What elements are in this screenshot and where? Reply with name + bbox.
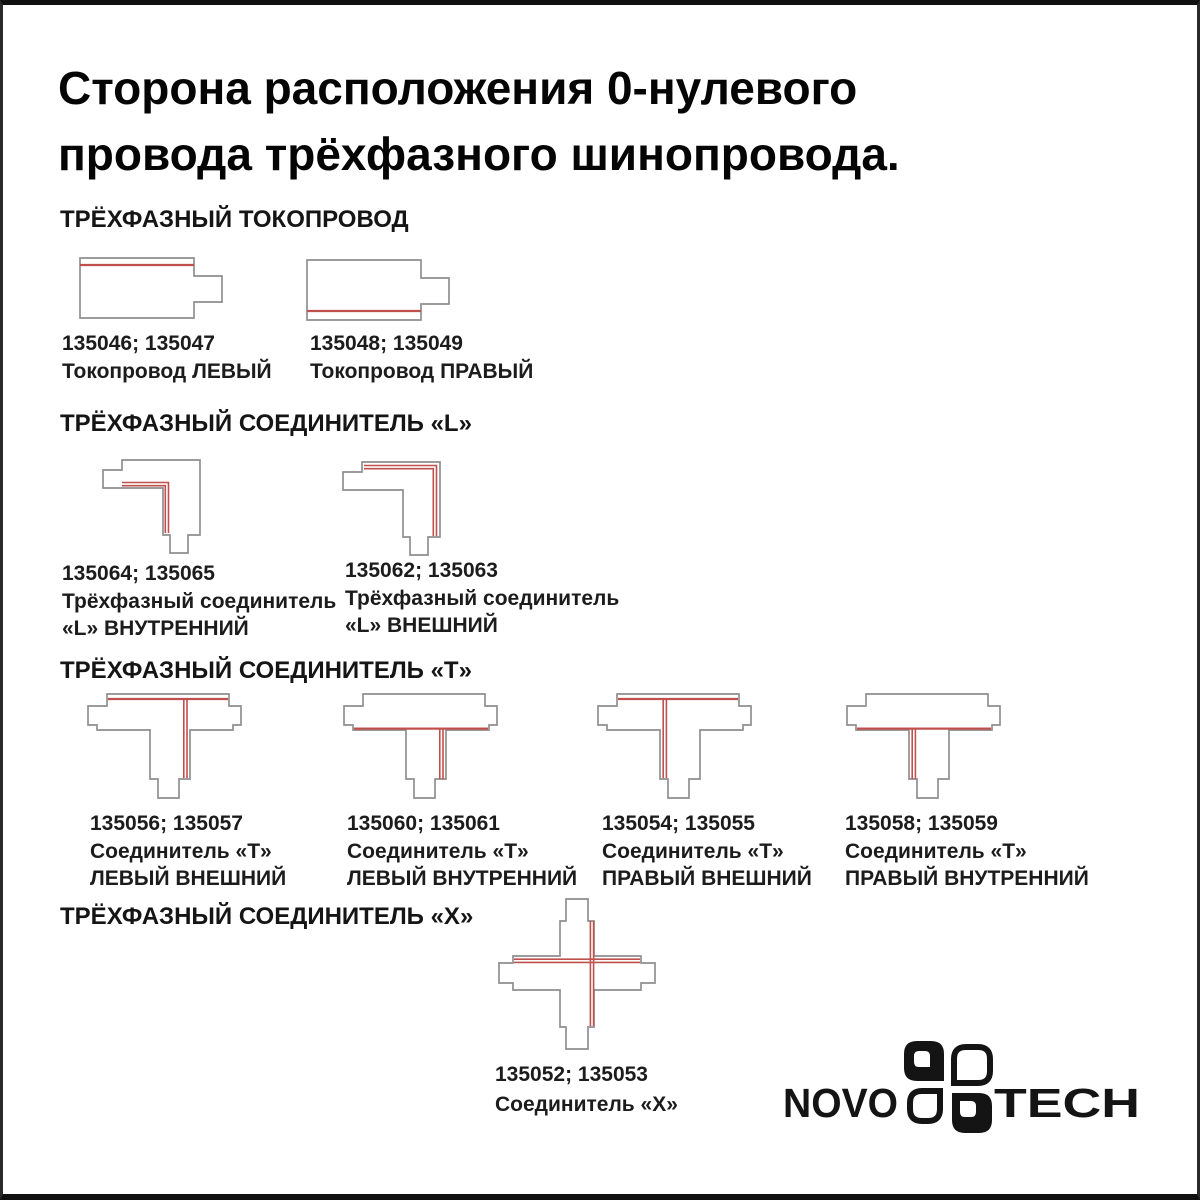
item-caption-line: Соединитель «Т» (845, 839, 1027, 863)
section-header-feed: ТРЁХФАЗНЫЙ ТОКОПРОВОД (60, 206, 409, 233)
item-caption-line: Соединитель «Т» (90, 839, 272, 863)
item-code: 135060; 135061 (347, 812, 500, 835)
item-caption-line: «L» ВНУТРЕННИЙ (62, 617, 249, 640)
item-caption-line: Токопровод ПРАВЫЙ (310, 359, 534, 383)
item-caption-line: ПРАВЫЙ ВНУТРЕННИЙ (845, 867, 1089, 890)
item-label-t3 (602, 810, 812, 893)
item-code: 135064; 135065 (62, 562, 215, 585)
novotech-flower-icon (904, 1041, 992, 1133)
item-label-l-outer (345, 557, 619, 640)
page-title-line1: Сторона расположения 0-нулевого (58, 62, 858, 114)
section-header-l: ТРЁХФАЗНЫЙ СОЕДИНИТЕЛЬ «L» (60, 410, 472, 437)
item-label-t2 (347, 810, 577, 893)
item-caption-line: ЛЕВЫЙ ВНУТРЕННИЙ (347, 867, 578, 890)
item-caption-line: ПРАВЫЙ ВНЕШНИЙ (602, 867, 812, 890)
page-title (58, 55, 900, 187)
section-header-x: ТРЁХФАЗНЫЙ СОЕДИНИТЕЛЬ «Х» (60, 903, 474, 930)
item-caption-line: Токопровод ЛЕВЫЙ (62, 359, 272, 383)
diagram-feed-right (303, 254, 453, 326)
item-caption-line: ЛЕВЫЙ ВНЕШНИЙ (90, 867, 287, 890)
item-caption-line: Соединитель «Х» (495, 1093, 678, 1116)
item-label-t1 (90, 810, 286, 893)
diagram-t-right-outer (594, 686, 756, 802)
item-caption-line: «L» ВНЕШНИЙ (345, 614, 498, 637)
diagram-x (497, 893, 657, 1055)
novotech-logo (770, 1030, 1155, 1155)
item-code: 135058; 135059 (845, 812, 998, 835)
logo-text-tech: TECH (994, 1080, 1140, 1126)
item-label-feed-right (310, 330, 533, 385)
section-header-t: ТРЁХФАЗНЫЙ СОЕДИНИТЕЛЬ «Т» (60, 657, 472, 684)
item-label-x (495, 1060, 678, 1120)
page-title-line2: провода трёхфазного шинопровода. (58, 128, 900, 180)
item-label-l-inner (62, 560, 336, 643)
diagram-t-left-outer (84, 686, 246, 802)
diagram-l-outer (340, 458, 445, 558)
item-code: 135048; 135049 (310, 332, 463, 355)
item-label-feed-left (62, 330, 272, 385)
logo-text-novo: NOVO (783, 1080, 898, 1126)
diagram-feed-left (76, 252, 226, 324)
diagram-t-left-inner (340, 686, 502, 802)
item-caption-line: Соединитель «Т» (602, 839, 784, 863)
item-code: 135062; 135063 (345, 559, 498, 582)
diagram-l-inner (100, 456, 205, 556)
diagram-t-right-inner (843, 686, 1005, 802)
item-code: 135046; 135047 (62, 332, 215, 355)
item-label-t4 (845, 810, 1089, 893)
item-caption-line: Трёхфазный соединитель (345, 586, 620, 610)
item-caption-line: Трёхфазный соединитель (62, 589, 337, 613)
item-caption-line: Соединитель «Т» (347, 839, 529, 863)
item-code: 135056; 135057 (90, 812, 243, 835)
item-code: 135052; 135053 (495, 1063, 648, 1086)
item-code: 135054; 135055 (602, 812, 755, 835)
